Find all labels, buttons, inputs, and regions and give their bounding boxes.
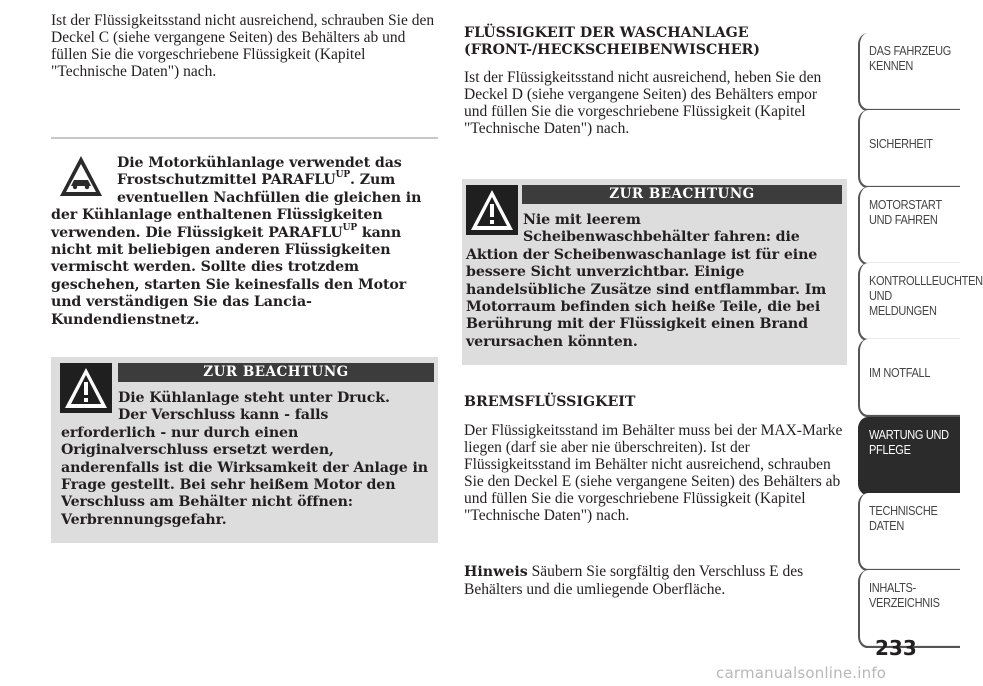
tab-motorstart-und-fahren[interactable]: MOTORSTART UND FAHREN	[858, 187, 960, 265]
hint-text: Säubern Sie sorgfältig den Verschluss E des Behälters und die umliegende Oberfläche.	[464, 563, 804, 598]
coolant-note: Die Motorkühlanlage verwendet das Frostschutzmittel $PARAFLU^{UP}$. Zum eventuellen Nachfüllen die gleichen in der Kühlanlage enthaltenen Flüssigkeiten verwenden. Die Flüssigkeit $PARAFLU^{UP}$ kann nicht mit beliebigen anderen Flüssigkeiten vermischt werden. Sollte dies trotzdem geschehen, starten Sie keinesfalls den Motor und verständigen Sie das Lancia-Kundendienstnetz.	[51, 155, 422, 328]
washer-fluid-heading: FLÜSSIGKEIT DER WASCHANLAGE (FRONT-/HECKSCHEIBENWISCHER)	[464, 25, 761, 59]
watermark: carmanualsonline.info	[716, 664, 887, 682]
section-divider	[51, 137, 438, 139]
tab-im-notfall[interactable]: IM NOTFALL	[858, 339, 960, 417]
intro-paragraph: Ist der Flüssigkeitsstand nicht ausreichend, schrauben Sie den Deckel C (siehe vergangene Seiten) des Behälters ab und füllen Sie die vorgeschriebene Flüssigkeit (Kapitel "Technische Daten") nach.	[51, 12, 435, 80]
tab-technische-daten[interactable]: TECHNISCHE DATEN	[858, 493, 960, 571]
page-number: 233	[875, 636, 917, 660]
tab-wartung-und-pflege[interactable]: WARTUNG UND PFLEGE	[858, 417, 960, 495]
tab-inhaltsverzeichnis[interactable]: INHALTS-VERZEICHNIS	[858, 570, 960, 648]
pressure-warning-title: ZUR BEACHTUNG	[118, 363, 434, 382]
brake-fluid-heading: BREMSFLÜSSIGKEIT	[464, 394, 636, 410]
chapter-sidebar	[858, 0, 983, 686]
tab-kontrollleuchten-und-meldungen[interactable]: KONTROLLLEUCHTEN UND MELDUNGEN	[858, 263, 960, 341]
brake-fluid-paragraph: Der Flüssigkeitsstand im Behälter muss bei der MAX-Marke liegen (darf sie aber nie überschreiten). Ist der Flüssigkeitsstand im Behälter nicht ausreichend, schrauben Sie den Deckel E (siehe vergangene Seiten) des Behälters ab und füllen Sie die vorgeschriebene Flüssigkeit (Kapitel "Technische Daten") nach.	[464, 422, 843, 524]
pressure-warning-text: Die Kühlanlage steht unter Druck. Der Verschluss kann - falls erforderlich - nur durch einen Originalverschluss ersetzt werden, anderenfalls ist die Wirksamkeit der Anlage in Frage gestellt. Bei sehr heißem Motor den Verschluss am Behälter nicht öffnen: Verbrennungsgefahr.	[61, 390, 428, 528]
washer-warning-title: ZUR BEACHTUNG	[522, 185, 842, 204]
hint-label: Hinweis	[464, 564, 528, 580]
washer-warning-text: Nie mit leerem Scheibenwaschbehälter fahren: die Aktion der Scheibenwaschanlage ist für eine bessere Sicht unverzichtbar. Einige handelsübliche Zusätze sind entflammbar. Im Motorraum befinden sich heiße Teile, die bei Berührung mit der Flüssigkeit einen Brand verursachen könnten.	[466, 212, 827, 350]
washer-fluid-paragraph: Ist der Flüssigkeitsstand nicht ausreichend, heben Sie den Deckel D (siehe vergangene Seiten) des Behälters empor und füllen Sie die vorgeschriebene Flüssigkeit (Kapitel "Technische Daten") nach.	[464, 69, 822, 137]
tab-sicherheit[interactable]: SICHERHEIT	[858, 110, 960, 188]
hint-paragraph	[464, 563, 844, 598]
tab-das-fahrzeug-kennen[interactable]: DAS FAHRZEUG KENNEN	[858, 33, 960, 111]
